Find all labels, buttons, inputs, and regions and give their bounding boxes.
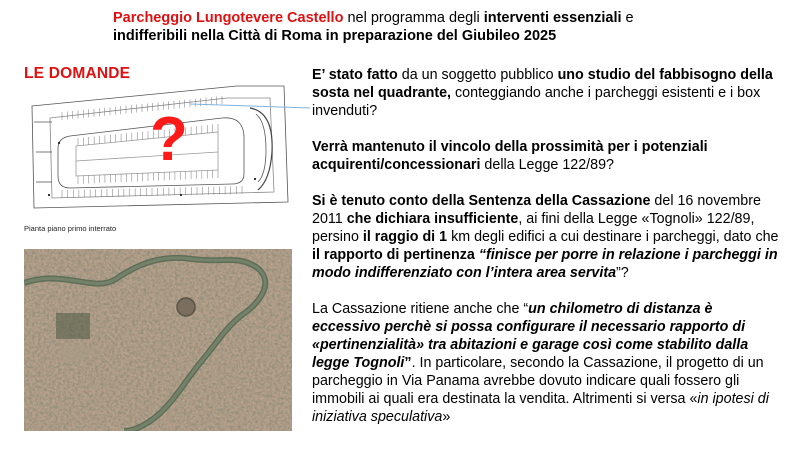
text-bold-italic: “finisce per porre in relazione i parcheggi in modo indifferenziato con l’intera area servita: [312, 247, 778, 281]
page-title: [113, 9, 713, 45]
text-span: della Legge 122/89?: [480, 157, 615, 173]
aerial-photo: [24, 249, 292, 431]
text-bold: il rapporto di pertinenza: [312, 247, 475, 263]
question-mark-icon: ?: [150, 105, 188, 174]
text-bold: il raggio di 1: [362, 229, 448, 245]
title-text: e: [621, 10, 634, 26]
text-span: , ai fini della Legge «Tognoli» 122/89, persino: [312, 211, 755, 245]
text-bold: uno studio del fabbisogno della sosta nel quadrante,: [312, 67, 773, 101]
text-italic: in ipotesi di iniziativa speculativa: [312, 391, 769, 425]
floor-plan-drawing: [22, 82, 310, 217]
text-span: conteggiando anche i parcheggi esistenti e i box invenduti?: [312, 85, 761, 119]
plan-caption: Pianta piano primo interrato: [24, 224, 117, 233]
text-span: La Cassazione ritiene anche che “: [312, 301, 529, 317]
title-bold: interventi essenziali: [483, 10, 622, 26]
text-bold-italic: un chilometro di distanza è eccessivo perchè si possa configurare il necessario rapporto di «pertinenzialità» tra abitazioni e garage così come stabilito dalla legge Tognoli: [312, 301, 749, 371]
text-span: »: [442, 409, 451, 425]
text-span: ”?: [616, 265, 629, 281]
text-bold: che dichiara insufficiente: [346, 211, 519, 227]
text-bold: Si è tenuto conto della Sentenza della Cassazione: [312, 193, 651, 209]
question-paragraph: [312, 138, 782, 174]
section-heading: LE DOMANDE: [24, 65, 131, 82]
title-text: nel programma degli: [343, 10, 484, 26]
text-span: del 16 novembre 2011: [312, 193, 761, 227]
questions-text: [312, 66, 782, 426]
text-span: km degli edifici a cui destinare i parcheggi, dato che: [447, 229, 779, 245]
text-span: da un soggetto pubblico: [397, 67, 558, 83]
text-bold: Verrà mantenuto il vincolo della prossimità per i potenziali acquirenti/concessionari: [312, 139, 708, 173]
question-paragraph: [312, 300, 782, 426]
question-paragraph: [312, 66, 782, 120]
text-bold: ”: [404, 355, 412, 371]
title-highlight: Parcheggio Lungotevere Castello: [113, 10, 344, 26]
question-paragraph: [312, 192, 782, 282]
text-span: . In particolare, secondo la Cassazione, il progetto di un parcheggio in Via Panama avrebbe dovuto indicare quali fossero gli immobili ai quali era destinata la vendita. Altrimenti si versa «: [312, 355, 764, 407]
text-bold: E’ stato fatto: [312, 67, 398, 83]
title-bold: indifferibili nella Città di Roma in preparazione del Giubileo 2025: [113, 28, 557, 44]
